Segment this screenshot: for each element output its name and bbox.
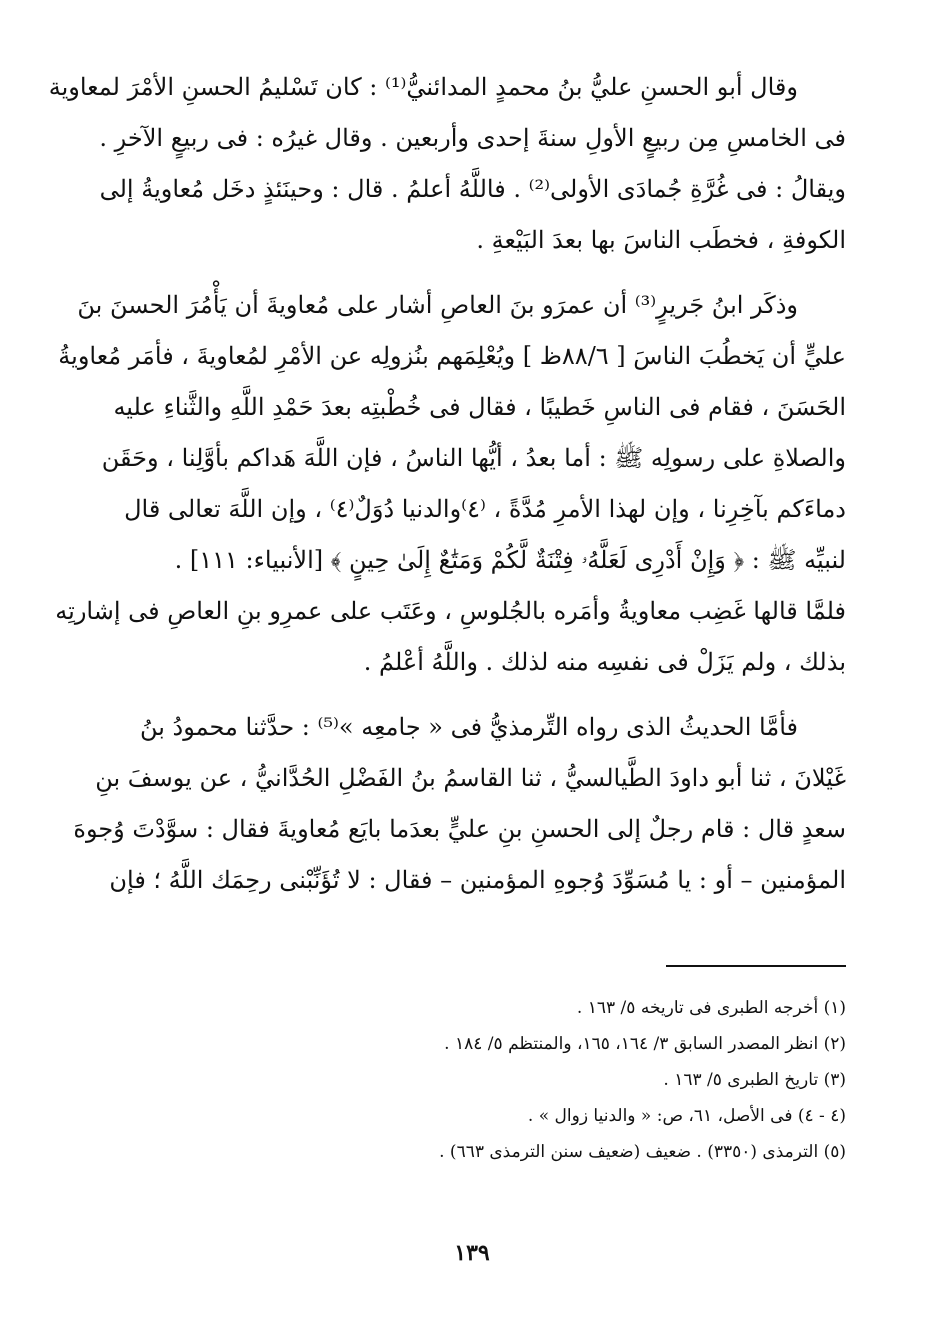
text-line: الكوفةِ ، فخطَب الناسَ بها بعدَ البَيْعةِ . [476,226,846,254]
footnote-1: (١) أخرجه الطبرى فى تاريخه ٥/ ١٦٣ . [576,998,846,1018]
text-line: والصلاةِ على رسولِه ﷺ : أما بعدُ ، أيُّها الناسُ ، فإن اللَّهَ هَداكم بأوَّلِنا ، وحَقَن [101,444,846,472]
text-line: وقال أبو الحسنِ عليُّ بنُ محمدٍ المدائنيُّ⁽¹⁾ : كان تَسْليمُ الحسنِ الأمْرَ لمعاوية [48,73,798,101]
text-line: ويقالُ : فى غُرَّةِ جُمادَى الأولى⁽²⁾ . فاللَّهُ أعلمُ . قال : وحينَئذٍ دخَل مُعاويةُ إلى [99,175,846,203]
text-line: غَيْلانَ ، ثنا أبو داودَ الطَّيالسيُّ ، ثنا القاسمُ بنُ الفَضْلِ الحُدَّانيُّ ، عن يوسفَ بنِ [95,764,846,792]
text-line: لنبيِّه ﷺ : ﴿ وَإِنْ أَدْرِى لَعَلَّهُۥ فِتْنَةٌ لَّكُمْ وَمَتَٰعٌ إِلَىٰ حِينٍ ﴾ [الأنبياء: ١١١] . [174,546,846,574]
text-line: الحَسَنَ ، فقام فى الناسِ خَطيبًا ، فقال فى خُطْبتِه بعدَ حَمْدِ اللَّهِ والثَّناءِ عليه [113,393,846,421]
footnote-5: (٥) الترمذى (٣٣٥٠) . ضعيف (ضعيف سنن الترمذى ٦٦٣) . [439,1142,846,1162]
page-number: ١٣٩ [454,1240,490,1266]
text-line: فأمَّا الحديثُ الذى رواه التِّرمذيُّ فى « جامعِه »⁽⁵⁾ : حدَّثنا محمودُ بنُ [139,713,798,741]
paragraph-1 [48,62,846,266]
text-line: دماءَكم بآخِرِنا ، وإن لهذا الأمرِ مُدَّةً ، ⁽٤⁾والدنيا دُوَلٌ⁽٤⁾ ، وإن اللَّهَ تعالى قال [124,495,846,523]
text-line: عليٍّ أن يَخطُبَ الناسَ [ ٨٨/٦ظ ] ويُعْلِمَهم بنُزولِه عن الأمْرِ لمُعاويةَ ، فأمَر مُعاويةُ [58,342,846,370]
text-line: سعدٍ قال : قام رجلٌ إلى الحسنِ بنِ عليٍّ بعدَما بايَع مُعاويةَ فقال : سوَّدْتَ وُجوهَ [73,815,846,843]
paragraph-3 [73,702,846,906]
text-line: وذكَر ابنُ جَريرٍ⁽³⁾ أن عمرَو بنَ العاصِ أشار على مُعاويةَ أن يَأْمُرَ الحسنَ بنَ [77,291,798,319]
footnote-2: (٢) انظر المصدر السابق ٣/ ١٦٤، ١٦٥، والمنتظم ٥/ ١٨٤ . [444,1034,846,1054]
text-line: فى الخامسِ مِن ربيعٍ الأولِ سنةَ إحدى وأربعين . وقال غيرُه : فى ربيعٍ الآخرِ . [99,124,846,152]
text-line: فلمَّا قالها غَضِب معاويةُ وأمَره بالجُلوسِ ، وعَتَب على عمرِو بنِ العاصِ فى إشارتِه [55,597,846,625]
footnote-divider [666,965,846,967]
footnote-3: (٣) تاريخ الطبرى ٥/ ١٦٣ . [663,1070,846,1090]
text-line: بذلك ، ولم يَزَلْ فى نفسِه منه لذلك . واللَّهُ أعْلمُ . [363,648,846,676]
footnote-4: (٤ - ٤) فى الأصل، ٦١، ص: « والدنيا زوال » . [527,1106,846,1126]
main-text [48,62,846,920]
text-line: المؤمنين – أو : يا مُسَوِّدَ وُجوهِ المؤمنين – فقال : لا تُؤَنِّبْنى رحِمَك اللَّهُ ؛ فإن [109,866,846,894]
paragraph-2 [55,280,846,688]
footnotes [134,990,846,1170]
